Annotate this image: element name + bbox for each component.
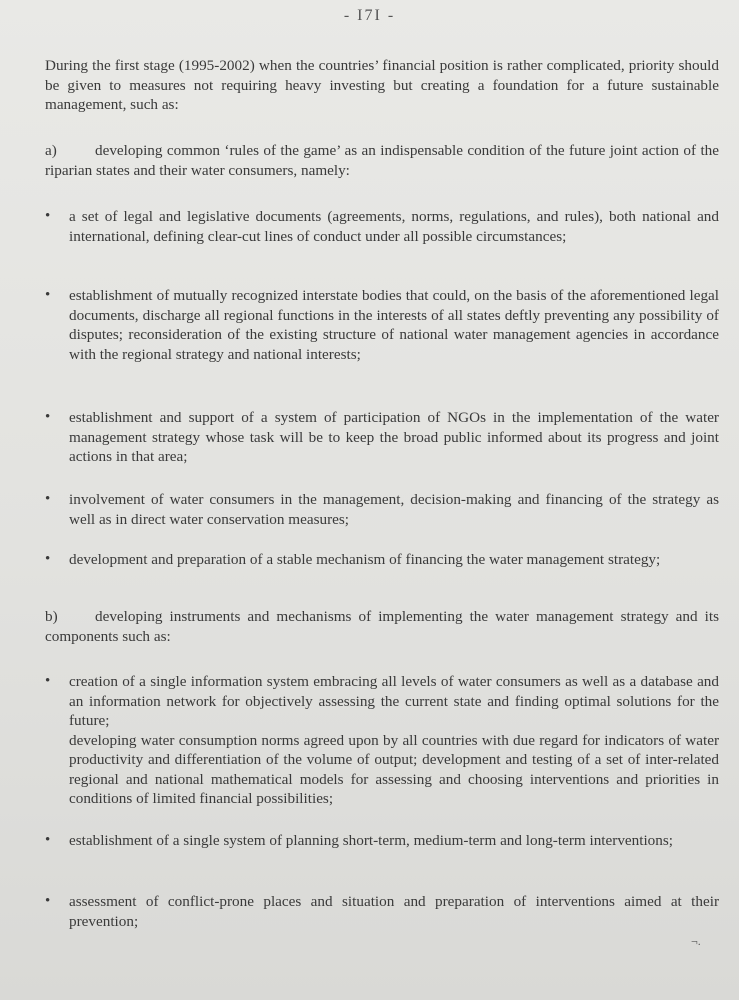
bullet-icon: • bbox=[45, 832, 51, 848]
section-b-marker: b) bbox=[45, 608, 58, 625]
list-item-continuation: developing water consumption norms agreed upon by all countries with due regard for indicators of water productivity and differentiation of the volume of output; development and testing of a set of inter-related regional and national mathematical models for assessing and choosing interventions and priorities in conditions of limited financial possibilities; bbox=[69, 731, 719, 807]
bullet-icon: • bbox=[45, 491, 51, 507]
list-item-text: involvement of water consumers in the management, decision-making and financing of the strategy as well as in direct water conservation measures; bbox=[69, 491, 719, 528]
bullet-icon: • bbox=[45, 287, 51, 303]
bullet-icon: • bbox=[45, 893, 51, 909]
bullet-icon: • bbox=[45, 409, 51, 425]
section-a-paragraph bbox=[45, 141, 719, 180]
section-a-marker: a) bbox=[45, 142, 57, 159]
section-b-text: developing instruments and mechanisms of implementing the water management strategy and its components such as: bbox=[45, 608, 719, 645]
section-a-text: developing common ‘rules of the game’ as an indispensable condition of the future joint action of the riparian states and their water consumers, namely: bbox=[45, 142, 719, 179]
list-item-text: assessment of conflict-prone places and situation and preparation of interventions aimed at their prevention; bbox=[69, 893, 719, 930]
list-item-text: a set of legal and legislative documents (agreements, norms, regulations, and rules), both national and international, defining clear-cut lines of conduct under all possible circumstances; bbox=[69, 208, 719, 245]
section-b-paragraph bbox=[45, 607, 719, 646]
bullet-icon: • bbox=[45, 208, 51, 224]
bullet-icon: • bbox=[45, 551, 51, 567]
corner-mark: ¬. bbox=[691, 934, 701, 948]
list-item-text: establishment and support of a system of participation of NGOs in the implementation of the water management strategy whose task will be to keep the broad public informed about its progress and joint actions in that area; bbox=[69, 409, 719, 465]
list-item-text: development and preparation of a stable mechanism of financing the water management strategy; bbox=[69, 551, 661, 568]
page-number: - I7I - bbox=[343, 7, 396, 24]
intro-paragraph: During the first stage (1995-2002) when the countries’ financial position is rather complicated, priority should be given to measures not requiring heavy investing but creating a foundation for a future sustainable management, such as: bbox=[45, 57, 719, 113]
list-item-text: creation of a single information system embracing all levels of water consumers as well as a database and an information network for objectively assessing the current state and finding optimal solutions for the future; bbox=[69, 673, 719, 729]
list-item-text: establishment of mutually recognized interstate bodies that could, on the basis of the aforementioned legal documents, discharge all regional functions in the interests of all states deftly preventing any possibility of disputes; reconsideration of the existing structure of national water management agencies in accordance with the regional strategy and national interests; bbox=[69, 287, 719, 363]
bullet-icon: • bbox=[45, 673, 51, 689]
list-item-text: establishment of a single system of planning short-term, medium-term and long-term interventions; bbox=[69, 832, 673, 849]
